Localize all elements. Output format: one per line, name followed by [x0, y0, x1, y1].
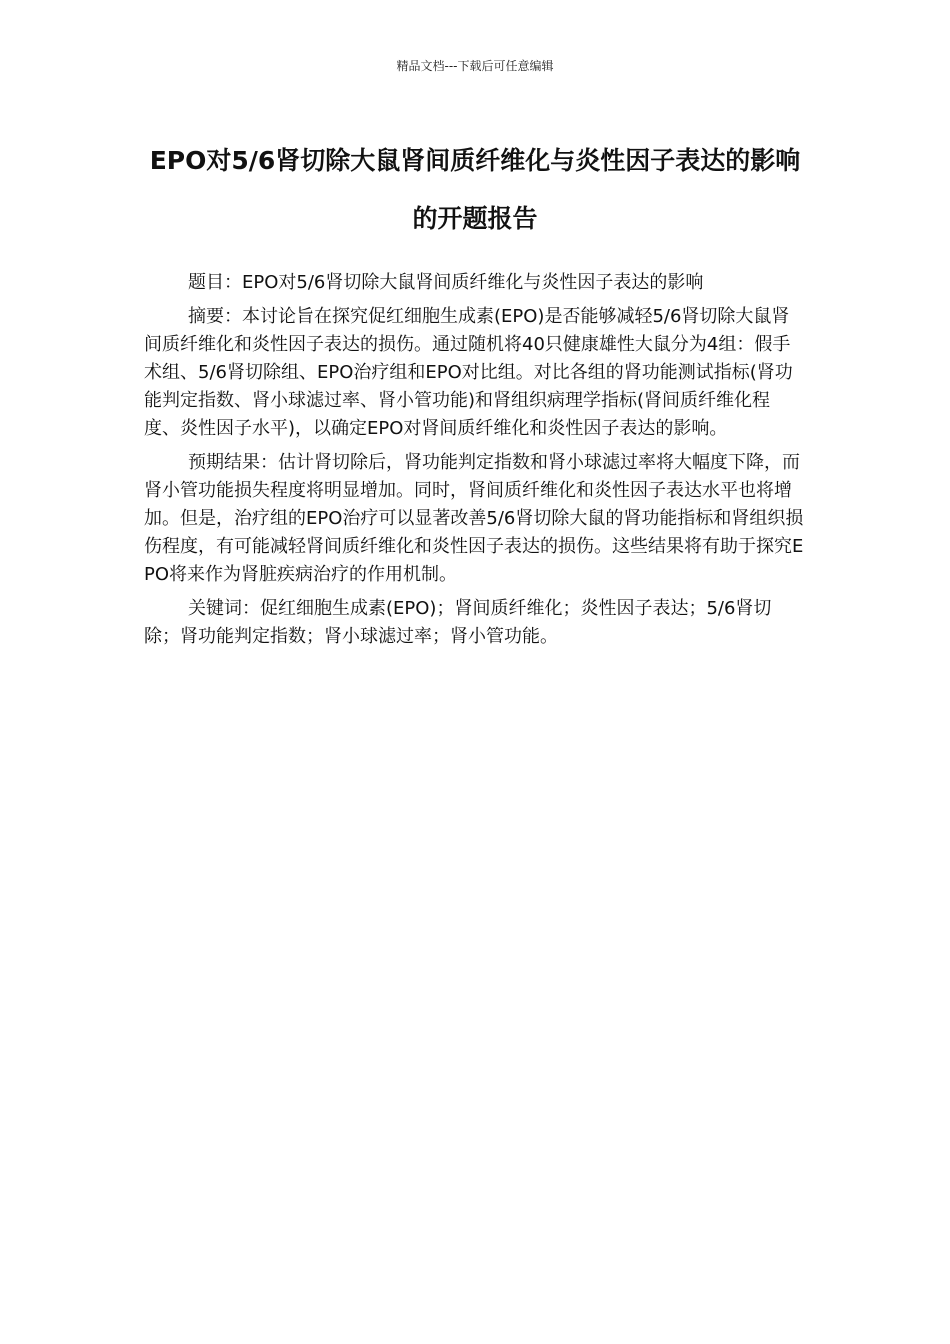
header-note: 精品文档---下载后可任意编辑 — [396, 59, 554, 73]
topic-paragraph: 题目：EPO对5/6肾切除大鼠肾间质纤维化与炎性因子表达的影响 — [188, 272, 704, 293]
document-title: EPO对5/6肾切除大鼠肾间质纤维化与炎性因子表达的影响的开题报告 — [149, 146, 801, 233]
document-body — [144, 269, 806, 657]
keywords-paragraph: 关键词：促红细胞生成素(EPO)；肾间质纤维化；炎性因子表达；5/6肾切除；肾功能判定指数；肾小球滤过率；肾小管功能。 — [144, 598, 772, 647]
abstract-paragraph: 摘要：本讨论旨在探究促红细胞生成素(EPO)是否能够减轻5/6肾切除大鼠肾间质纤维化和炎性因子表达的损伤。通过随机将40只健康雄性大鼠分为4组：假手术组、5/6肾切除组、EPO治疗组和EPO对比组。对比各组的肾功能测试指标(肾功能判定指数、肾小球滤过率、肾小管功能)和肾组织病理学指标(肾间质纤维化程度、炎性因子水平)，以确定EPO对肾间质纤维化和炎性因子表达的影响。 — [144, 306, 793, 439]
expected-results-paragraph: 预期结果：估计肾切除后，肾功能判定指数和肾小球滤过率将大幅度下降，而肾小管功能损失程度将明显增加。同时，肾间质纤维化和炎性因子表达水平也将增加。但是，治疗组的EPO治疗可以显著改善5/6肾切除大鼠的肾功能指标和肾组织损伤程度，有可能减轻肾间质纤维化和炎性因子表达的损伤。这些结果将有助于探究EPO将来作为肾脏疾病治疗的作用机制。 — [144, 452, 804, 585]
